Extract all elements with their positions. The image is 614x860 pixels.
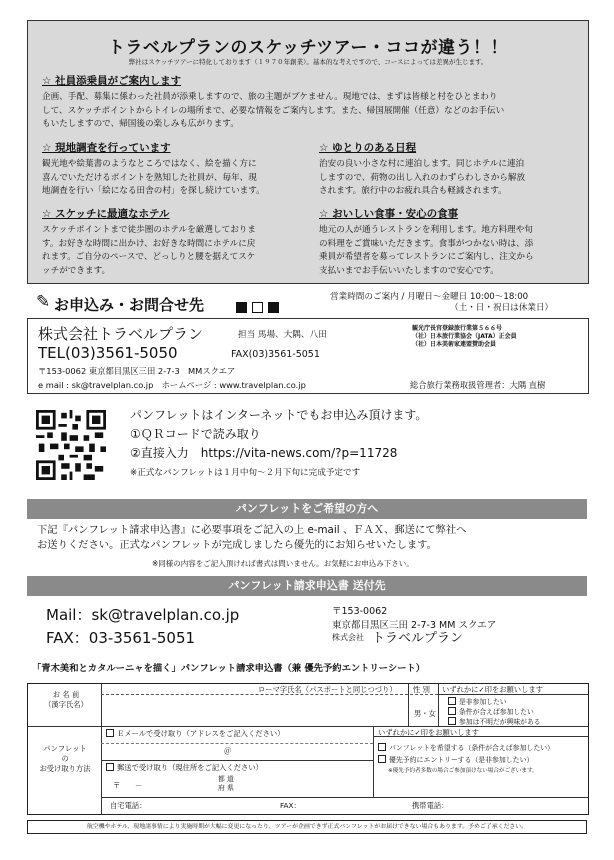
relax-heading: ☆ ゆとりのある日程 xyxy=(319,142,417,154)
fax-number: FAX(03)3561-5051 xyxy=(231,349,320,360)
pamphlet-qr: ①ＱＲコードで読み取り xyxy=(130,427,261,441)
address: 〒153-0062 東京都目黒区三田 2-7-3 MMスクエア xyxy=(38,366,236,376)
zip-mark: 〒 － xyxy=(113,781,143,790)
features-subtitle: 弊社はスケッチツアーに特化しております（１９７０年創業）。基本的な考えですので、コースによっては差異が生じます。 xyxy=(128,58,488,66)
at-mark: ＠ xyxy=(224,746,232,755)
checkbox-icon xyxy=(378,743,386,751)
meal-heading: ☆ おいしい食事・安心の食事 xyxy=(319,208,459,220)
fax-label: FAX： xyxy=(280,801,301,810)
request-form xyxy=(27,683,589,815)
tel-number: TEL(03)3561-5050 xyxy=(38,344,178,362)
participation-options[interactable]: 是非参加したい 条件が合えば参加したい 参加は不明だが興味がある xyxy=(448,697,541,727)
roma-label: ローマ字氏名（パスポートと同じつづり） xyxy=(258,685,397,694)
hotel-heading: ☆ スケッチに最適なホテル xyxy=(42,208,170,220)
pamphlet-online: パンフレットはインターネットでもお申込み頂けます。 xyxy=(130,408,428,422)
email-homepage: e mail : sk@travelplan.co.jp ホームページ : www.travelplan.co.jp xyxy=(38,380,306,390)
gender-label: 性 別 xyxy=(413,685,430,694)
mobile-label: 携帯電話： xyxy=(412,801,449,810)
checkbox-icon xyxy=(106,729,114,737)
sendto-address: 東京都目黒区三田 2-7-3 MM スクエア xyxy=(332,620,497,631)
business-hours: 営業時間のご案内 / 月曜日～金曜日 10:00～18:00 （土・日・祝日は休業日） xyxy=(330,292,554,313)
receive-label: パンフレット の お受け取り方法 xyxy=(39,744,91,773)
priority-option[interactable]: 優先予約にエントリーする（是非参加したい） xyxy=(378,754,533,764)
qr-code-icon[interactable] xyxy=(36,410,106,480)
features-box xyxy=(27,20,589,284)
features-title: トラベルプランのスケッチツアー・ココが違う！！ xyxy=(107,38,509,58)
sendto-company: トラベルプラン xyxy=(372,631,464,646)
company-name: 株式会社トラベルプラン xyxy=(38,325,204,343)
post-option[interactable]: 郵送で受け取り（現住所をご記入ください） xyxy=(106,763,263,773)
manager: 総合旅行業務取扱管理者：大隅 直樹 xyxy=(410,380,546,390)
choose-label-2: いずれかに✓印をお願いします xyxy=(378,728,479,737)
squares-icon xyxy=(236,298,279,317)
request-text: 下記『パンフレット請求申込書』に必要事項をご記入の上 e-mail 、ＦＡＸ、郵送にて弊社へ お送りください。正式なパンフレットが完成しましたら優先的にお知らせいたします。 xyxy=(37,524,467,551)
sendto-fax: FAX：03-3561-5051 xyxy=(46,629,196,647)
footer-note: 航空機やホテル、現地諸事情により実施時期が大幅に変更になったり、ツアーが企画できず正式パンフレットがお届けできない場合もあります。予めご了承ください。 xyxy=(27,820,587,834)
choose-label: いずれかに✓印をお願いします xyxy=(442,685,543,694)
sendto-zip: 〒153-0062 xyxy=(332,606,388,617)
hotel-body: スケッチポイントまで徒歩圏のホテルを厳選しておりま す。お好きな時間に出かけ、お好きな時間にホテルに戻 れます。ご自分のペースで、どっしりと腰を据えてスケ ッチができます。 xyxy=(42,225,256,276)
licenses: 観光庁長官登録旅行業第５６６号 （社）日本旅行業協会（JATA）正会員 （社）日本美術家連盟賛助会員 xyxy=(412,325,517,348)
priority-note: ※優先予約者多数の場合ご参加頂けない場合がございます。 xyxy=(388,768,538,774)
meal-body: 地元の人が通うレストランを利用します。地方料理や旬 の料理をご賞味いただきます。食事がつかない時は、添 乗員が希望者を募ってレストランにご案内し、注文から 支払いまでお手伝いいたしますので安心です。 xyxy=(319,225,534,276)
checkbox-icon xyxy=(378,755,386,763)
pencil-icon: ✎ xyxy=(36,292,51,312)
want-option[interactable]: パンフレットを希望する（条件が合えば参加したい） xyxy=(378,742,554,752)
checkbox-icon xyxy=(448,707,456,715)
request-note: ※同様の内容をご記入頂ければ書式は問いません。お気軽にお申込み下さい。 xyxy=(152,559,414,568)
sendto-company-prefix: 株式会社 xyxy=(332,633,364,642)
pamphlet-note: ※正式なパンフレットは１月中旬～２月下旬に完成予定です xyxy=(130,468,361,478)
survey-heading: ☆ 現地調査を行っています xyxy=(42,142,171,154)
staff-heading: ☆ 社員添乗員がご案内します xyxy=(42,75,182,87)
request-band: パンフレットをご希望の方へ xyxy=(27,499,587,519)
checkbox-icon xyxy=(448,697,456,705)
survey-body: 観光地や絵葉書のようなところではなく、絵を描く方に 喜んでいただけるポイントを熟知した社員が、毎年、現 地調査を行い「絵になる田舎の村」を探し続けています。 xyxy=(42,159,265,196)
relax-body: 治安の良い小さな村に連泊します。同じホテルに連泊 しますので、荷物の出し入れのわずらわしさから解放 されます。旅行中のお疲れ具合も軽減されます。 xyxy=(319,159,526,196)
name-label: お 名 前 （漢字氏名） xyxy=(44,690,88,709)
staff-names: 担当 馬場、大隅、八田 xyxy=(238,330,327,340)
sendto-band: パンフレット請求申込書 送付先 xyxy=(27,576,587,596)
gender-value[interactable]: 男・女 xyxy=(414,709,436,718)
pamphlet-url[interactable]: ②直接入力 https://vita-news.com/?p=11728 xyxy=(130,446,398,460)
prefecture-label: 都 道 府 県 xyxy=(218,775,234,792)
checkbox-icon xyxy=(448,717,456,725)
sendto-mail[interactable]: Mail：sk@travelplan.co.jp xyxy=(46,606,240,624)
home-tel-label: 自宅電話： xyxy=(110,801,147,810)
checkbox-icon xyxy=(106,763,114,771)
contact-title: お申込み・お問合せ先 xyxy=(54,296,205,314)
staff-body: 企画、手配、募集に係わった社員が添乗しますので、旅の主題がブケません。現地では、まずは皆様と村をひとまわり して、スケッチポイントからトイレの場所まで、必要な情報をご案内します。また、帰国展開催（任意）などのお手伝い もいたしますので、帰国後の楽しみも広がります。 xyxy=(42,92,505,129)
contact-box xyxy=(27,318,589,394)
email-option[interactable]: Ｅメールで受け取り（アドレスをご記入ください） xyxy=(106,729,284,739)
form-title: 「青木美和とカタルーニャを描く」パンフレット請求申込書（兼 優先予約エントリーシート） xyxy=(32,663,426,674)
